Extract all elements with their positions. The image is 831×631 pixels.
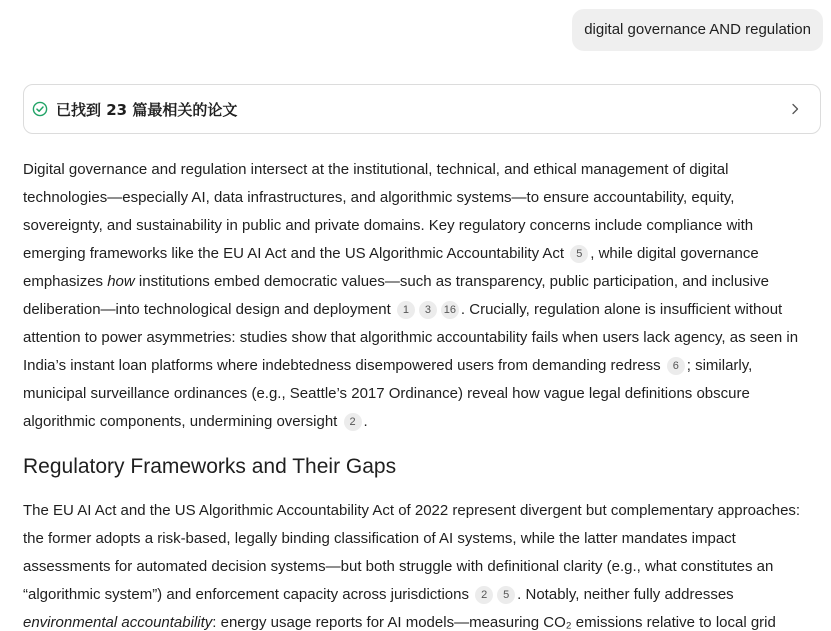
check-circle-icon <box>32 101 48 117</box>
paragraph-text: . <box>363 413 368 430</box>
citation-badge[interactable]: 1 <box>397 301 415 319</box>
found-papers-card[interactable] <box>23 84 821 134</box>
citation-badge[interactable]: 16 <box>441 301 459 319</box>
answer-paragraph <box>23 497 815 631</box>
citation-badge[interactable]: 2 <box>475 586 493 604</box>
paragraph-text: . Notably, neither fully addresses <box>517 586 734 603</box>
citation-badge[interactable]: 2 <box>344 413 362 431</box>
emphasis-text: how <box>107 273 135 290</box>
paragraph-text: ; similarly, municipal surveillance ordinances (e.g., Seattle’s 2017 Ordinance) reveal how vague legal definitions obscure algorithmic components, undermining oversight <box>23 357 753 430</box>
paragraph-text: institutions embed democratic values—such as transparency, public participation, and inclusive deliberation—into technological design and deployment <box>23 273 769 318</box>
chevron-right-icon[interactable] <box>788 102 802 116</box>
paragraph-text: Digital governance and regulation intersect at the institutional, technical, and ethical management of digital technologies—especially AI, data infrastructures, and algorithmic systems—to ensure accountability, equity, sovereignty, and sustainability in public and private domains. Key regulatory concerns include compliance with emerging frameworks like the EU AI Act and the US Algorithmic Accountability Act <box>23 161 754 262</box>
citation-badge[interactable]: 5 <box>497 586 515 604</box>
section-heading: Regulatory Frameworks and Their Gaps <box>23 455 397 478</box>
emphasis-text: environmental accountability <box>23 614 213 631</box>
user-query-row <box>572 9 823 51</box>
paragraph-text: The EU AI Act and the US Algorithmic Accountability Act of 2022 represent divergent but complementary approaches: the former adopts a risk-based, legally binding classification of AI systems, while the latter mandates impact assessments for automated decision systems—but both struggle with definitional clarity (e.g., what constitutes an “algorithmic system”) and enforcement capacity across jurisdictions <box>23 502 801 603</box>
user-query-bubble: digital governance AND regulation <box>572 9 823 51</box>
paragraph-text: : energy usage reports for AI models—measuring CO₂ emissions relative to local grid <box>212 614 776 631</box>
citation-badge[interactable]: 5 <box>570 245 588 263</box>
found-papers-label: 已找到 23 篇最相关的论文 <box>56 100 238 119</box>
answer-paragraph <box>23 156 815 436</box>
answer-content <box>23 156 815 631</box>
paragraph-text: , while digital governance emphasizes <box>23 245 759 290</box>
citation-badge[interactable]: 6 <box>667 357 685 375</box>
citation-badge[interactable]: 3 <box>419 301 437 319</box>
paragraph-text: . Crucially, regulation alone is insufficient without attention to power asymmetries: studies show that algorithmic accountability fails when users lack agency, as seen in India’s instant loan platforms where indebtedness disempowered users from demanding redress <box>23 301 799 374</box>
